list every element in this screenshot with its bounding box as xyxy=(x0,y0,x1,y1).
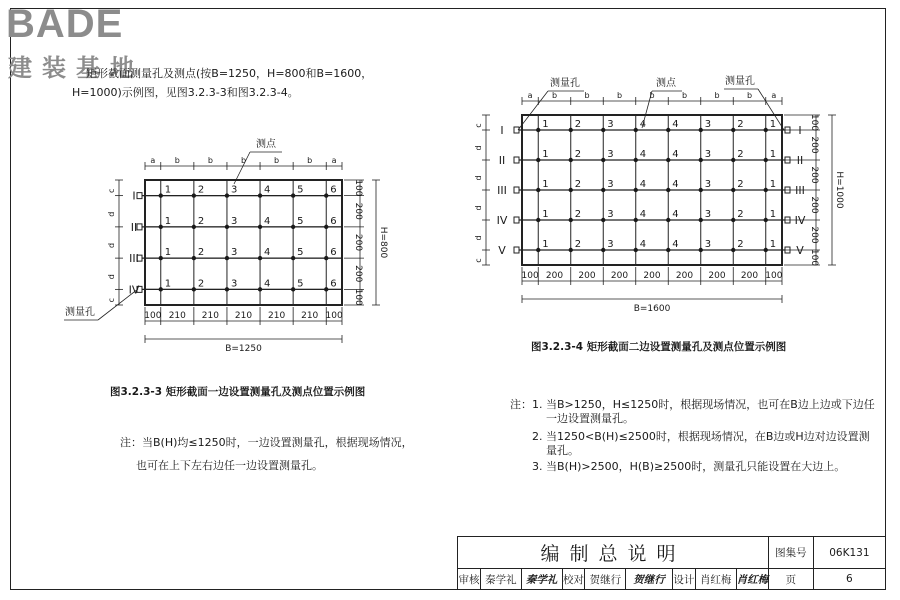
fig2-note-3: 3. 当B(H)>2500，H(B)≥2500时，测量孔只能设置在大边上。 xyxy=(532,460,846,473)
col-letter: a xyxy=(150,156,156,165)
row-label: I xyxy=(500,124,504,137)
point-number: 1 xyxy=(164,278,172,290)
dim-bottom-value: 200 xyxy=(610,271,629,281)
point-number: 3 xyxy=(230,215,238,227)
row-letter: d xyxy=(474,205,483,211)
label-measuring-point: 测点 xyxy=(656,78,676,89)
dim-bottom-value: 200 xyxy=(578,271,596,281)
measuring-point xyxy=(258,287,262,291)
dim-bottom-value: 210 xyxy=(268,311,286,321)
measuring-point xyxy=(731,158,735,162)
point-number: 1 xyxy=(542,179,549,190)
point-number: 5 xyxy=(297,247,304,259)
dim-right-value: 200 xyxy=(809,226,819,244)
measuring-point xyxy=(601,218,605,222)
col-letter: b xyxy=(714,91,720,100)
row-label: IV xyxy=(496,214,508,227)
point-number: 5 xyxy=(297,215,304,227)
point-number: 3 xyxy=(607,179,614,190)
reviewer-name: 秦学礼 xyxy=(480,569,521,590)
measuring-point xyxy=(569,188,573,192)
point-number: 2 xyxy=(737,179,744,190)
dim-bottom-value: 100 xyxy=(144,311,162,321)
col-letter: b xyxy=(240,156,247,165)
measuring-hole xyxy=(514,217,519,223)
fig2-caption: 图3.2.3-4 矩形截面二边设置测量孔及测点位置示例图 xyxy=(531,341,787,353)
dim-right-value: 200 xyxy=(353,265,363,283)
point-number: 1 xyxy=(542,119,549,130)
measuring-point xyxy=(764,248,768,252)
measuring-point xyxy=(291,256,295,260)
measuring-hole xyxy=(514,247,519,253)
logo-subtitle: 建装基地 xyxy=(8,54,144,82)
point-number: 1 xyxy=(542,209,549,220)
leader-line xyxy=(98,289,138,320)
row-letter: d xyxy=(107,211,116,217)
measuring-point xyxy=(634,158,638,162)
point-number: 3 xyxy=(607,149,614,160)
point-number: 2 xyxy=(737,119,744,130)
measuring-point xyxy=(764,158,768,162)
point-number: 1 xyxy=(542,149,549,160)
measuring-point xyxy=(159,225,163,229)
row-letter: d xyxy=(474,235,483,241)
dim-right-value: 100 xyxy=(353,179,363,197)
dimension-B: B=1250 xyxy=(225,344,262,354)
label-measuring-hole-left: 测量孔 xyxy=(550,78,580,89)
row-letter: c xyxy=(474,123,483,128)
point-number: 4 xyxy=(264,184,271,196)
point-number: 2 xyxy=(197,247,205,259)
measuring-point xyxy=(225,256,229,260)
measuring-point xyxy=(569,218,573,222)
col-letter: b xyxy=(307,156,313,165)
point-number: 1 xyxy=(769,119,777,130)
point-number: 2 xyxy=(197,184,205,196)
measuring-point xyxy=(324,287,328,291)
measuring-point xyxy=(536,248,540,252)
dimension-H: H=800 xyxy=(378,226,388,259)
point-number: 2 xyxy=(574,209,582,220)
row-letter: d xyxy=(474,175,483,181)
leader-line xyxy=(639,91,655,130)
row-label: III xyxy=(129,252,139,266)
measuring-point xyxy=(666,248,670,252)
point-number: 1 xyxy=(769,209,777,220)
point-number: 3 xyxy=(607,239,614,250)
point-number: 2 xyxy=(737,209,744,220)
dim-bottom-value: 100 xyxy=(521,271,539,281)
col-letter: a xyxy=(527,91,533,100)
point-number: 1 xyxy=(164,215,172,227)
point-number: 4 xyxy=(264,215,271,227)
col-letter: a xyxy=(771,91,777,100)
measuring-point xyxy=(569,158,573,162)
col-letter: b xyxy=(207,156,213,165)
checker-name: 贺继行 xyxy=(585,569,626,590)
measuring-hole xyxy=(137,193,142,199)
measuring-point xyxy=(291,287,295,291)
point-number: 4 xyxy=(639,149,647,160)
measuring-point xyxy=(764,218,768,222)
point-number: 2 xyxy=(197,278,205,290)
designer-name: 肖红梅 xyxy=(695,569,736,590)
measuring-point xyxy=(764,128,768,132)
measuring-point xyxy=(258,193,262,197)
fig2-note-1-cont: 一边设置测量孔。 xyxy=(546,412,634,425)
measuring-point xyxy=(634,188,638,192)
dim-right-value: 100 xyxy=(809,248,819,267)
point-number: 1 xyxy=(769,239,777,250)
point-number: 4 xyxy=(639,209,647,220)
measuring-point xyxy=(731,218,735,222)
measuring-point xyxy=(731,128,735,132)
measuring-point xyxy=(731,248,735,252)
measuring-point xyxy=(324,225,328,229)
measuring-point xyxy=(159,287,163,291)
row-letter: c xyxy=(107,188,116,194)
point-number: 3 xyxy=(230,278,238,290)
dim-bottom-value: 200 xyxy=(545,271,564,281)
dim-bottom-value: 210 xyxy=(301,311,319,321)
point-number: 1 xyxy=(542,239,549,250)
dim-right-value: 200 xyxy=(809,196,819,214)
measuring-point xyxy=(291,225,295,229)
point-number: 1 xyxy=(769,179,777,190)
row-label: II xyxy=(498,154,506,167)
point-number: 3 xyxy=(704,119,712,130)
measuring-point xyxy=(536,158,540,162)
fig2-note-1: 注：1. 当B>1250，H≤1250时，根据现场情况，也可在B边上边或下边任 xyxy=(510,398,875,411)
point-number: 1 xyxy=(164,184,172,196)
intro-line-2: H=1000)示例图，见图3.2.3-3和图3.2.3-4。 xyxy=(72,86,299,99)
dim-bottom-value: 210 xyxy=(234,311,253,321)
measuring-point xyxy=(192,225,196,229)
row-label: III xyxy=(795,184,805,197)
measuring-point xyxy=(634,128,638,132)
col-letter: b xyxy=(681,91,688,100)
measuring-point xyxy=(569,248,573,252)
measuring-point xyxy=(601,188,605,192)
point-number: 3 xyxy=(704,209,712,220)
point-number: 4 xyxy=(639,179,647,190)
measuring-point xyxy=(536,218,540,222)
measuring-point xyxy=(291,193,295,197)
design-label: 设计 xyxy=(672,569,695,590)
fig2-note-2: 2. 当1250<B(H)≤2500时，根据现场情况，在B边或H边对边设置测 xyxy=(532,430,870,443)
measuring-hole xyxy=(514,187,519,193)
measuring-point xyxy=(699,218,703,222)
dim-right-value: 200 xyxy=(353,202,363,220)
measuring-point xyxy=(666,218,670,222)
point-number: 3 xyxy=(704,179,712,190)
measuring-point xyxy=(764,188,768,192)
measuring-point xyxy=(699,188,703,192)
measuring-point xyxy=(536,188,540,192)
row-label: I xyxy=(132,189,136,203)
dim-right-value: 200 xyxy=(809,136,819,154)
dimension-B: B=1600 xyxy=(633,304,671,314)
page-label: 页 xyxy=(769,569,814,590)
measuring-point xyxy=(225,287,229,291)
duct-outline xyxy=(145,180,342,305)
point-number: 2 xyxy=(574,239,582,250)
designer-signature: 肖红梅 xyxy=(736,569,769,590)
point-number: 3 xyxy=(607,119,614,130)
row-letter: d xyxy=(474,145,483,151)
point-number: 2 xyxy=(574,149,582,160)
measuring-point xyxy=(225,193,229,197)
measuring-point xyxy=(699,248,703,252)
intro-line-1: 矩形截面测量孔及测点(按B=1250，H=800和B=1600， xyxy=(86,67,373,80)
title-block xyxy=(457,536,886,590)
dim-bottom-value: 200 xyxy=(740,271,759,281)
measuring-point xyxy=(666,158,670,162)
point-number: 3 xyxy=(607,209,614,220)
point-number: 2 xyxy=(574,179,582,190)
row-letter: d xyxy=(107,242,116,249)
point-number: 3 xyxy=(230,184,238,196)
row-label: IV xyxy=(794,214,806,227)
measuring-point xyxy=(192,256,196,260)
row-label: II xyxy=(796,154,804,167)
point-number: 4 xyxy=(672,209,679,220)
point-number: 4 xyxy=(264,278,271,290)
measuring-point xyxy=(601,248,605,252)
measuring-point xyxy=(324,193,328,197)
point-number: 5 xyxy=(297,278,304,290)
point-number: 1 xyxy=(769,149,777,160)
measuring-point xyxy=(324,256,328,260)
col-letter: b xyxy=(649,91,655,100)
fig1-caption: 图3.2.3-3 矩形截面一边设置测量孔及测点位置示例图 xyxy=(110,386,366,398)
row-label: III xyxy=(497,184,507,197)
point-number: 6 xyxy=(330,278,337,290)
measuring-point xyxy=(601,158,605,162)
point-number: 4 xyxy=(264,247,271,259)
point-number: 6 xyxy=(330,215,337,227)
dim-bottom-value: 200 xyxy=(675,271,694,281)
measuring-hole xyxy=(137,224,142,230)
fig1-note-line-1: 注：当B(H)均≤1250时，一边设置测量孔，根据现场情况， xyxy=(120,436,413,449)
dim-bottom-value: 100 xyxy=(765,271,783,281)
label-measuring-hole: 测量孔 xyxy=(65,307,95,318)
measuring-point xyxy=(699,128,703,132)
dim-bottom-value: 210 xyxy=(201,311,219,321)
point-number: 5 xyxy=(297,184,304,196)
atlas-label: 图集号 xyxy=(769,537,814,569)
measuring-point xyxy=(569,128,573,132)
measuring-point xyxy=(192,287,196,291)
point-number: 6 xyxy=(330,184,337,196)
check-label: 校对 xyxy=(562,569,585,590)
reviewer-signature: 秦学礼 xyxy=(521,569,562,590)
point-number: 4 xyxy=(639,119,647,130)
point-number: 4 xyxy=(672,149,679,160)
row-label: V xyxy=(498,244,506,257)
col-letter: b xyxy=(584,91,590,100)
dim-right-value: 200 xyxy=(353,233,363,252)
row-letter: d xyxy=(107,274,116,280)
checker-signature: 贺继行 xyxy=(626,569,673,590)
measuring-point xyxy=(666,128,670,132)
col-letter: b xyxy=(174,156,180,165)
dim-bottom-value: 200 xyxy=(708,271,726,281)
dim-right-value: 200 xyxy=(809,166,819,184)
row-label: I xyxy=(798,124,802,137)
label-measuring-point: 测点 xyxy=(256,139,276,150)
point-number: 4 xyxy=(672,239,679,250)
point-number: 2 xyxy=(197,215,205,227)
measuring-point xyxy=(258,225,262,229)
measuring-point xyxy=(159,256,163,260)
measuring-point xyxy=(634,218,638,222)
dim-right-value: 100 xyxy=(353,288,363,306)
page-number: 6 xyxy=(813,569,885,590)
measuring-point xyxy=(159,193,163,197)
point-number: 4 xyxy=(639,239,647,250)
measuring-point xyxy=(731,188,735,192)
point-number: 2 xyxy=(737,149,744,160)
measuring-point xyxy=(601,128,605,132)
dimension-H: H=1000 xyxy=(834,171,844,209)
col-letter: b xyxy=(551,91,558,100)
row-label: V xyxy=(796,244,804,257)
measuring-hole xyxy=(514,157,519,163)
col-letter: b xyxy=(274,156,280,165)
col-letter: b xyxy=(746,91,753,100)
point-number: 4 xyxy=(672,119,679,130)
col-letter: b xyxy=(616,91,623,100)
fig2-note-2-cont: 量孔。 xyxy=(546,444,579,457)
point-number: 2 xyxy=(574,119,582,130)
measuring-point xyxy=(192,193,196,197)
measuring-point xyxy=(634,248,638,252)
dim-bottom-value: 210 xyxy=(168,311,186,321)
dim-bottom-value: 200 xyxy=(643,271,661,281)
logo-text: BADE xyxy=(6,2,124,46)
fig1-note-line-2: 也可在上下左右边任一边设置测量孔。 xyxy=(136,459,323,472)
measuring-point xyxy=(666,188,670,192)
row-label: II xyxy=(130,220,138,234)
point-number: 3 xyxy=(230,247,238,259)
row-letter: c xyxy=(474,258,483,263)
measuring-point xyxy=(536,128,540,132)
review-label: 审核 xyxy=(458,569,481,590)
label-measuring-hole-right: 测量孔 xyxy=(725,76,755,87)
point-number: 6 xyxy=(330,247,337,259)
col-letter: a xyxy=(331,156,337,165)
measuring-point xyxy=(225,225,229,229)
measuring-point xyxy=(699,158,703,162)
dim-right-value: 100 xyxy=(809,113,819,132)
measuring-point xyxy=(258,256,262,260)
title-block-title: 编制总说明 xyxy=(458,537,769,569)
point-number: 4 xyxy=(672,179,679,190)
row-letter: c xyxy=(107,297,116,303)
point-number: 3 xyxy=(704,149,712,160)
row-label: IV xyxy=(128,283,140,297)
atlas-number: 06K131 xyxy=(813,537,885,569)
dim-bottom-value: 100 xyxy=(325,311,343,321)
point-number: 3 xyxy=(704,239,712,250)
point-number: 1 xyxy=(164,247,172,259)
point-number: 2 xyxy=(737,239,744,250)
